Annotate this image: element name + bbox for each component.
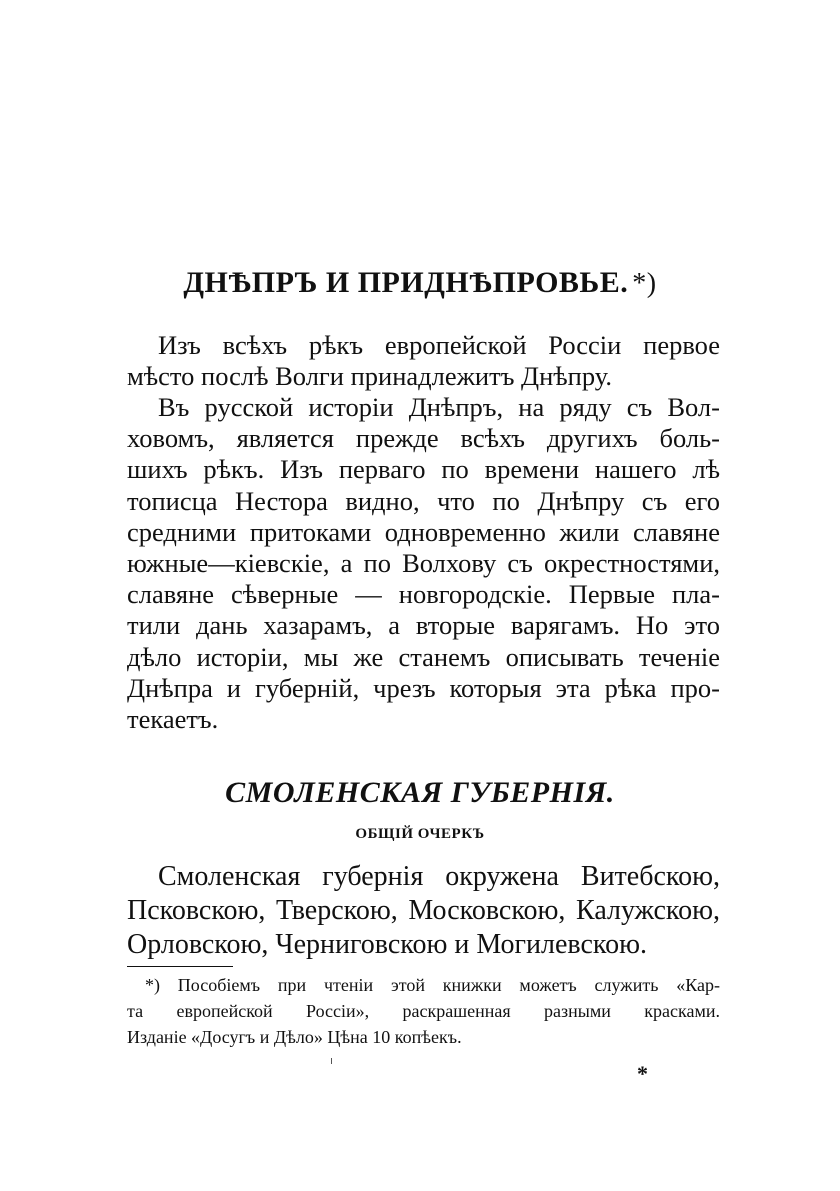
footnote-divider — [127, 966, 233, 967]
text-line: южные—кіевскіе, а по Волхову съ окрестностями, — [127, 547, 720, 578]
text-line: Орловскою, Черниговскою и Могилевскою. — [127, 929, 648, 960]
section-subtitle: ОБЩІЙ ОЧЕРКЪ — [355, 826, 485, 842]
text-line: Псковскою, Тверскою, Московскою, Калужскою, — [127, 895, 720, 926]
footnote-line: Изданіе «Досугъ и Дѣло» Цѣна 10 копѣекъ. — [127, 1027, 462, 1047]
chapter-title — [0, 266, 840, 300]
intro-paragraph-2 — [127, 392, 720, 735]
text-line: дѣло исторіи, мы же станемъ описывать теченіе — [127, 641, 720, 672]
text-line: шихъ рѣкъ. Изъ перваго по времени нашего лѣ — [127, 454, 720, 485]
text-line: ховомъ, является прежде всѣхъ другихъ боль- — [127, 423, 720, 454]
print-mark — [331, 1058, 332, 1064]
intro-paragraph-1 — [127, 330, 720, 392]
text-line: Въ русской исторіи Днѣпръ, на ряду съ Вол- — [158, 392, 720, 422]
section-paragraph — [127, 860, 720, 962]
text-line: тили дань хазарамъ, а вторые варягамъ. Но это — [127, 610, 720, 641]
text-line: Смоленская губернія окружена Витебскою, — [158, 861, 720, 892]
footnote-line: *) Пособіемъ при чтеніи этой книжки можетъ служить «Кар- — [145, 975, 720, 995]
text-line: средними притоками одновременно жили славяне — [127, 516, 720, 547]
text-line: славяне сѣверные — новгородскіе. Первые пла- — [127, 579, 720, 610]
footnote-reference: *) — [632, 268, 657, 299]
star-ornament: * — [637, 1061, 648, 1086]
footnote — [127, 972, 720, 1050]
text-line: тописца Нестора видно, что по Днѣпру съ его — [127, 485, 720, 516]
text-line: Изъ всѣхъ рѣкъ европейской Россіи первое — [158, 330, 720, 360]
chapter-title-text: ДНѢПРЪ И ПРИДНѢПРОВЬЕ. — [183, 266, 629, 299]
footnote-line: та европейской Россіи», раскрашенная разными красками. — [127, 1001, 720, 1021]
section-title: СМОЛЕНСКАЯ ГУБЕРНІЯ. — [225, 776, 615, 809]
text-line: текаетъ. — [127, 703, 219, 734]
text-line: мѣсто послѣ Волги принадлежитъ Днѣпру. — [127, 361, 612, 392]
text-line: Днѣпра и губерній, чрезъ которыя эта рѣка про- — [127, 672, 720, 703]
